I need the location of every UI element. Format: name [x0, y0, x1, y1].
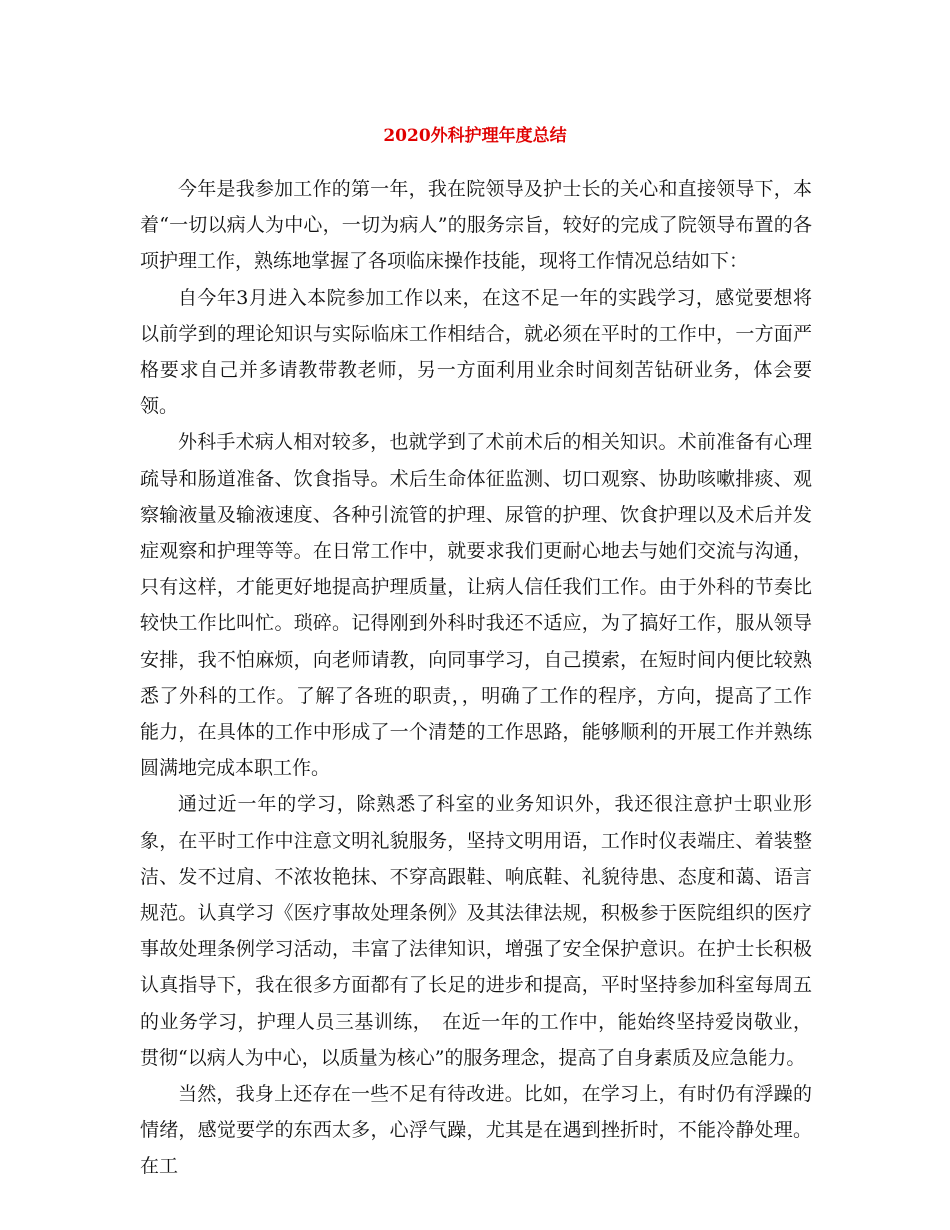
paragraph-5: 当然，我身上还存在一些不足有待改进。比如，在学习上，有时仍有浮躁的情绪，感觉要学的东西太多，心浮气躁，尤其是在遇到挫折时，不能冷静处理。在工 — [140, 1083, 812, 1178]
document-body — [140, 171, 812, 1185]
document-title: 2020外科护理年度总结 — [383, 126, 567, 146]
paragraph-1: 今年是我参加工作的第一年，我在院领导及护士长的关心和直接领导下，本着“一切以病人为中心，一切为病人”的服务宗旨，较好的完成了院领导布置的各项护理工作，熟练地掌握了各项临床操作技能，现将工作情况总结如下： — [140, 178, 812, 273]
paragraph-4: 通过近一年的学习，除熟悉了科室的业务知识外，我还很注意护士职业形象，在平时工作中注意文明礼貌服务，坚持文明用语，工作时仪表端庄、着装整洁、发不过肩、不浓妆艳抹、不穿高跟鞋、响底鞋、礼貌待患、态度和蔼、语言规范。认真学习《医疗事故处理条例》及其法律法规，积极参于医院组织的医疗事故处理条例学习活动，丰富了法律知识，增强了安全保护意识。在护士长积极认真指导下，我在很多方面都有了长足的进步和提高，平时坚持参加科室每周五的业务学习，护理人员三基训练， 在近一年的工作中，能始终坚持爱岗敬业，贯彻“以病人为中心，以质量为核心”的服务理念，提高了自身素质及应急能力。 — [140, 793, 812, 1069]
paragraph-2: 自今年3月进入本院参加工作以来，在这不足一年的实践学习，感觉要想将以前学到的理论知识与实际临床工作相结合，就必须在平时的工作中，一方面严格要求自己并多请教带教老师，另一方面利用业余时间刻苦钻研业务，体会要领。 — [140, 286, 812, 418]
paragraph-3: 外科手术病人相对较多，也就学到了术前术后的相关知识。术前准备有心理疏导和肠道准备、饮食指导。术后生命体征监测、切口观察、协助咳嗽排痰、观察输液量及输液速度、各种引流管的护理、尿管的护理、饮食护理以及术后并发症观察和护理等等。在日常工作中，就要求我们更耐心地去与她们交流与沟通，只有这样，才能更好地提高护理质量，让病人信任我们工作。由于外科的节奏比较快工作比叫忙。琐碎。记得刚到外科时我还不适应，为了搞好工作，服从领导安排，我不怕麻烦，向老师请教，向同事学习，自己摸索，在短时间内便比较熟悉了外科的工作。了解了各班的职责，，明确了工作的程序，方向，提高了工作能力，在具体的工作中形成了一个清楚的工作思路，能够顺利的开展工作并熟练圆满地完成本职工作。 — [140, 431, 812, 780]
